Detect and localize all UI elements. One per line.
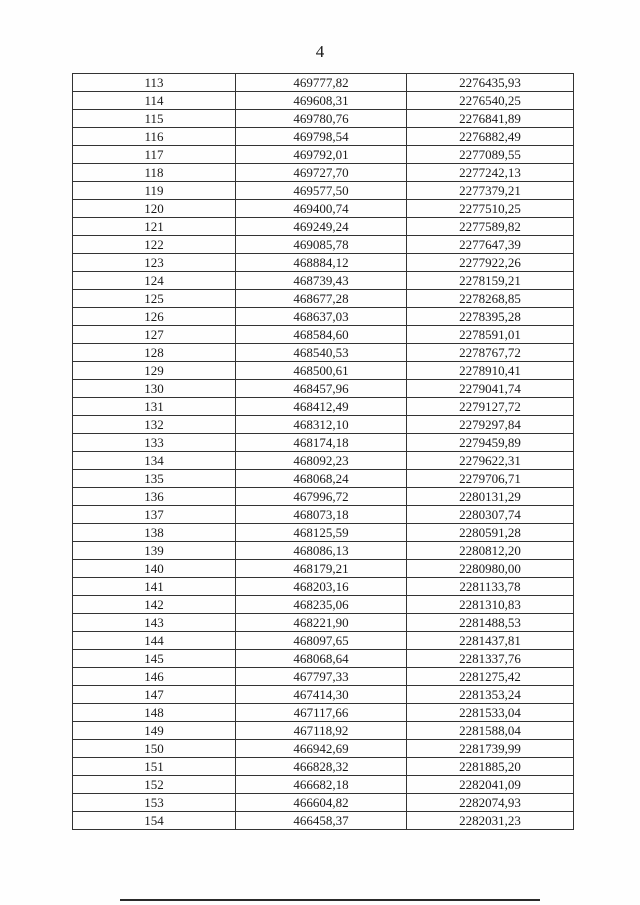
y-coordinate-cell: 2281437,81 xyxy=(407,632,574,650)
point-number-cell: 113 xyxy=(73,74,236,92)
table-row xyxy=(73,614,574,632)
point-number-cell: 126 xyxy=(73,308,236,326)
point-number-cell: 118 xyxy=(73,164,236,182)
table-row xyxy=(73,362,574,380)
page-number: 4 xyxy=(315,42,325,61)
y-coordinate-cell: 2278767,72 xyxy=(407,344,574,362)
y-coordinate-cell: 2277589,82 xyxy=(407,218,574,236)
table-row xyxy=(73,776,574,794)
y-coordinate-cell: 2278159,21 xyxy=(407,272,574,290)
table-row xyxy=(73,578,574,596)
point-number-cell: 128 xyxy=(73,344,236,362)
table-row xyxy=(73,398,574,416)
point-number-cell: 123 xyxy=(73,254,236,272)
table-row xyxy=(73,380,574,398)
point-number-cell: 154 xyxy=(73,812,236,830)
y-coordinate-cell: 2276841,89 xyxy=(407,110,574,128)
x-coordinate-cell: 469249,24 xyxy=(236,218,407,236)
point-number-cell: 149 xyxy=(73,722,236,740)
y-coordinate-cell: 2281275,42 xyxy=(407,668,574,686)
y-coordinate-cell: 2276882,49 xyxy=(407,128,574,146)
table-row xyxy=(73,434,574,452)
y-coordinate-cell: 2278910,41 xyxy=(407,362,574,380)
x-coordinate-cell: 467996,72 xyxy=(236,488,407,506)
y-coordinate-cell: 2278395,28 xyxy=(407,308,574,326)
y-coordinate-cell: 2280980,00 xyxy=(407,560,574,578)
x-coordinate-cell: 468457,96 xyxy=(236,380,407,398)
point-number-cell: 121 xyxy=(73,218,236,236)
table-row xyxy=(73,236,574,254)
x-coordinate-cell: 468068,64 xyxy=(236,650,407,668)
table-row xyxy=(73,326,574,344)
table-row xyxy=(73,488,574,506)
point-number-cell: 146 xyxy=(73,668,236,686)
y-coordinate-cell: 2279041,74 xyxy=(407,380,574,398)
x-coordinate-cell: 466942,69 xyxy=(236,740,407,758)
table-row xyxy=(73,110,574,128)
y-coordinate-cell: 2277922,26 xyxy=(407,254,574,272)
table-row xyxy=(73,506,574,524)
point-number-cell: 150 xyxy=(73,740,236,758)
y-coordinate-cell: 2281310,83 xyxy=(407,596,574,614)
y-coordinate-cell: 2277242,13 xyxy=(407,164,574,182)
table-row xyxy=(73,200,574,218)
y-coordinate-cell: 2277510,25 xyxy=(407,200,574,218)
table-row xyxy=(73,218,574,236)
y-coordinate-cell: 2278591,01 xyxy=(407,326,574,344)
table-row xyxy=(73,164,574,182)
table-row xyxy=(73,308,574,326)
x-coordinate-cell: 467117,66 xyxy=(236,704,407,722)
y-coordinate-cell: 2278268,85 xyxy=(407,290,574,308)
table-row xyxy=(73,524,574,542)
y-coordinate-cell: 2279622,31 xyxy=(407,452,574,470)
y-coordinate-cell: 2277089,55 xyxy=(407,146,574,164)
y-coordinate-cell: 2280812,20 xyxy=(407,542,574,560)
x-coordinate-cell: 469400,74 xyxy=(236,200,407,218)
x-coordinate-cell: 468584,60 xyxy=(236,326,407,344)
point-number-cell: 136 xyxy=(73,488,236,506)
point-number-cell: 120 xyxy=(73,200,236,218)
point-number-cell: 144 xyxy=(73,632,236,650)
x-coordinate-cell: 468884,12 xyxy=(236,254,407,272)
x-coordinate-cell: 469085,78 xyxy=(236,236,407,254)
point-number-cell: 153 xyxy=(73,794,236,812)
x-coordinate-cell: 466604,82 xyxy=(236,794,407,812)
table-row xyxy=(73,812,574,830)
y-coordinate-cell: 2279706,71 xyxy=(407,470,574,488)
point-number-cell: 117 xyxy=(73,146,236,164)
x-coordinate-cell: 468235,06 xyxy=(236,596,407,614)
table-row xyxy=(73,128,574,146)
x-coordinate-cell: 469780,76 xyxy=(236,110,407,128)
point-number-cell: 115 xyxy=(73,110,236,128)
table-row xyxy=(73,146,574,164)
x-coordinate-cell: 468312,10 xyxy=(236,416,407,434)
x-coordinate-cell: 466458,37 xyxy=(236,812,407,830)
point-number-cell: 152 xyxy=(73,776,236,794)
table-row xyxy=(73,668,574,686)
point-number-cell: 127 xyxy=(73,326,236,344)
point-number-cell: 141 xyxy=(73,578,236,596)
table-row xyxy=(73,542,574,560)
y-coordinate-cell: 2282031,23 xyxy=(407,812,574,830)
y-coordinate-cell: 2276435,93 xyxy=(407,74,574,92)
point-number-cell: 134 xyxy=(73,452,236,470)
table-row xyxy=(73,254,574,272)
table-row xyxy=(73,452,574,470)
y-coordinate-cell: 2282041,09 xyxy=(407,776,574,794)
point-number-cell: 135 xyxy=(73,470,236,488)
y-coordinate-cell: 2281488,53 xyxy=(407,614,574,632)
table-row xyxy=(73,794,574,812)
y-coordinate-cell: 2281133,78 xyxy=(407,578,574,596)
y-coordinate-cell: 2281739,99 xyxy=(407,740,574,758)
table-row xyxy=(73,290,574,308)
x-coordinate-cell: 469792,01 xyxy=(236,146,407,164)
y-coordinate-cell: 2276540,25 xyxy=(407,92,574,110)
y-coordinate-cell: 2279459,89 xyxy=(407,434,574,452)
table-row xyxy=(73,74,574,92)
table-row xyxy=(73,686,574,704)
table-row xyxy=(73,758,574,776)
y-coordinate-cell: 2277647,39 xyxy=(407,236,574,254)
table-row xyxy=(73,416,574,434)
point-number-cell: 140 xyxy=(73,560,236,578)
table-row xyxy=(73,596,574,614)
x-coordinate-cell: 469777,82 xyxy=(236,74,407,92)
x-coordinate-cell: 468092,23 xyxy=(236,452,407,470)
x-coordinate-cell: 468174,18 xyxy=(236,434,407,452)
coordinates-table-body xyxy=(73,74,574,830)
x-coordinate-cell: 468500,61 xyxy=(236,362,407,380)
y-coordinate-cell: 2281353,24 xyxy=(407,686,574,704)
x-coordinate-cell: 467414,30 xyxy=(236,686,407,704)
y-coordinate-cell: 2281885,20 xyxy=(407,758,574,776)
point-number-cell: 119 xyxy=(73,182,236,200)
table-row xyxy=(73,470,574,488)
x-coordinate-cell: 468203,16 xyxy=(236,578,407,596)
point-number-cell: 151 xyxy=(73,758,236,776)
bottom-divider xyxy=(120,899,540,901)
x-coordinate-cell: 467797,33 xyxy=(236,668,407,686)
table-row xyxy=(73,92,574,110)
table-row xyxy=(73,272,574,290)
x-coordinate-cell: 468073,18 xyxy=(236,506,407,524)
point-number-cell: 124 xyxy=(73,272,236,290)
x-coordinate-cell: 469727,70 xyxy=(236,164,407,182)
point-number-cell: 122 xyxy=(73,236,236,254)
point-number-cell: 129 xyxy=(73,362,236,380)
x-coordinate-cell: 468739,43 xyxy=(236,272,407,290)
x-coordinate-cell: 468068,24 xyxy=(236,470,407,488)
x-coordinate-cell: 468677,28 xyxy=(236,290,407,308)
x-coordinate-cell: 466682,18 xyxy=(236,776,407,794)
table-row xyxy=(73,182,574,200)
table-row xyxy=(73,632,574,650)
x-coordinate-cell: 468221,90 xyxy=(236,614,407,632)
y-coordinate-cell: 2281337,76 xyxy=(407,650,574,668)
x-coordinate-cell: 468086,13 xyxy=(236,542,407,560)
y-coordinate-cell: 2279127,72 xyxy=(407,398,574,416)
point-number-cell: 133 xyxy=(73,434,236,452)
point-number-cell: 130 xyxy=(73,380,236,398)
y-coordinate-cell: 2280591,28 xyxy=(407,524,574,542)
table-row xyxy=(73,722,574,740)
point-number-cell: 116 xyxy=(73,128,236,146)
point-number-cell: 131 xyxy=(73,398,236,416)
x-coordinate-cell: 468540,53 xyxy=(236,344,407,362)
x-coordinate-cell: 466828,32 xyxy=(236,758,407,776)
x-coordinate-cell: 469577,50 xyxy=(236,182,407,200)
y-coordinate-cell: 2277379,21 xyxy=(407,182,574,200)
y-coordinate-cell: 2280307,74 xyxy=(407,506,574,524)
x-coordinate-cell: 468637,03 xyxy=(236,308,407,326)
table-row xyxy=(73,740,574,758)
table-row xyxy=(73,650,574,668)
point-number-cell: 142 xyxy=(73,596,236,614)
point-number-cell: 114 xyxy=(73,92,236,110)
point-number-cell: 138 xyxy=(73,524,236,542)
y-coordinate-cell: 2279297,84 xyxy=(407,416,574,434)
point-number-cell: 148 xyxy=(73,704,236,722)
x-coordinate-cell: 467118,92 xyxy=(236,722,407,740)
point-number-cell: 139 xyxy=(73,542,236,560)
y-coordinate-cell: 2281533,04 xyxy=(407,704,574,722)
table-row xyxy=(73,344,574,362)
point-number-cell: 143 xyxy=(73,614,236,632)
point-number-cell: 147 xyxy=(73,686,236,704)
x-coordinate-cell: 469608,31 xyxy=(236,92,407,110)
x-coordinate-cell: 469798,54 xyxy=(236,128,407,146)
y-coordinate-cell: 2281588,04 xyxy=(407,722,574,740)
coordinates-table xyxy=(72,73,574,830)
table-row xyxy=(73,704,574,722)
point-number-cell: 145 xyxy=(73,650,236,668)
point-number-cell: 132 xyxy=(73,416,236,434)
x-coordinate-cell: 468125,59 xyxy=(236,524,407,542)
x-coordinate-cell: 468097,65 xyxy=(236,632,407,650)
y-coordinate-cell: 2280131,29 xyxy=(407,488,574,506)
x-coordinate-cell: 468179,21 xyxy=(236,560,407,578)
y-coordinate-cell: 2282074,93 xyxy=(407,794,574,812)
table-row xyxy=(73,560,574,578)
x-coordinate-cell: 468412,49 xyxy=(236,398,407,416)
point-number-cell: 137 xyxy=(73,506,236,524)
point-number-cell: 125 xyxy=(73,290,236,308)
